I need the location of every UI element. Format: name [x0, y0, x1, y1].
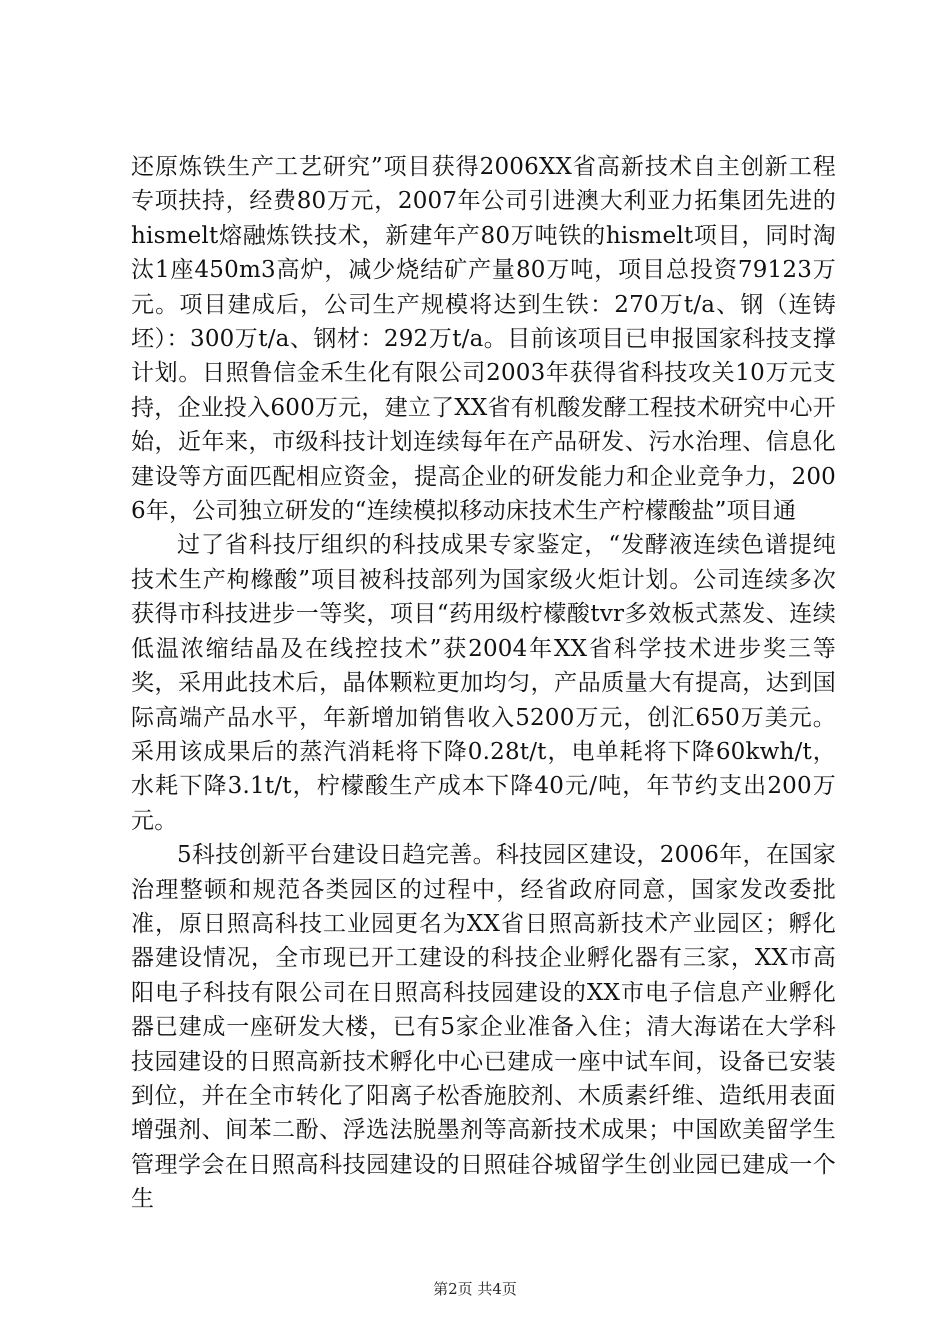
- document-body: [131, 150, 836, 1217]
- page-number-label: 第2页 共4页: [433, 1280, 517, 1298]
- paragraph-3: 5科技创新平台建设日趋完善。科技园区建设，2006年，在国家治理整顿和规范各类园区的过程中，经省政府同意，国家发改委批准，原日照高科技工业园更名为XX省日照高新技术产业园区；孵化器建设情况，全市现已开工建设的科技企业孵化器有三家，XX市高阳电子科技有限公司在日照高科技园建设的XX市电子信息产业孵化器已建成一座研发大楼，已有5家企业准备入住；清大海诺在大学科技园建设的日照高新技术孵化中心已建成一座中试车间，设备已安装到位，并在全市转化了阳离子松香施胶剂、木质素纤维、造纸用表面增强剂、间苯二酚、浮选法脱墨剂等高新技术成果；中国欧美留学生管理学会在日照高科技园建设的日照硅谷城留学生创业园已建成一个生: [131, 842, 836, 1213]
- page-footer: [0, 1278, 950, 1299]
- paragraph-2: 过了省科技厅组织的科技成果专家鉴定，“发酵液连续色谱提纯技术生产枸橼酸”项目被科技部列为国家级火炬计划。公司连续多次获得市科技进步一等奖，项目“药用级柠檬酸tvr多效板式蒸发、连续低温浓缩结晶及在线控技术”获2004年XX省科学技术进步奖三等奖，采用此技术后，晶体颗粒更加均匀，产品质量大有提高，达到国际高端产品水平，年新增加销售收入5200万元，创汇650万美元。采用该成果后的蒸汽消耗将下降0.28t/t，电单耗将下降60kwh/t，水耗下降3.1t/t，柠檬酸生产成本下降40元/吨，年节约支出200万元。: [131, 532, 836, 834]
- paragraph-1: 还原炼铁生产工艺研究”项目获得2006XX省高新技术自主创新工程专项扶持，经费80万元，2007年公司引进澳大利亚力拓集团先进的hismelt熔融炼铁技术，新建年产80万吨铁的hismelt项目，同时淘汰1座450m3高炉，减少烧结矿产量80万吨，项目总投资79123万元。项目建成后，公司生产规模将达到生铁：270万t/a、钢（连铸坯）：300万t/a、钢材：292万t/a。目前该项目已申报国家科技支撑计划。日照鲁信金禾生化有限公司2003年获得省科技攻关10万元支持，企业投入600万元，建立了XX省有机酸发酵工程技术研究中心开始，近年来，市级科技计划连续每年在产品研发、污水治理、信息化建设等方面匹配相应资金，提高企业的研发能力和企业竞争力，2006年，公司独立研发的“连续模拟移动床技术生产柠檬酸盐”项目通: [131, 154, 836, 525]
